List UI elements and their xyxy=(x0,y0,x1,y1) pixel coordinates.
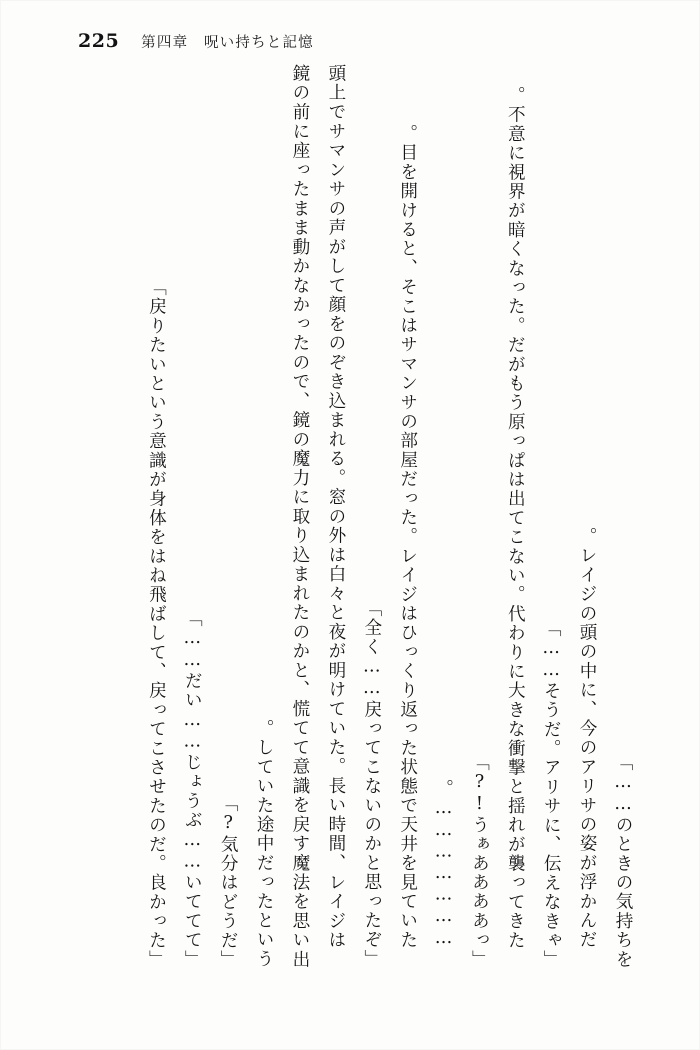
body-text-area xyxy=(60,64,640,984)
paragraph: 「気分はどうだ?」 xyxy=(218,793,239,969)
paragraph: 「全く……戻ってこないのかと思ったぞ」 xyxy=(361,599,382,969)
paragraph: 目を開けると、そこはサマンサの部屋だった。レイジはひっくり返った状態で天井を見ていた。 xyxy=(397,124,418,969)
paragraph: 「戻りたいという意識が身体をはね飛ばして、戻ってこさせたのだ。良かった」 xyxy=(146,277,167,969)
paragraph: のときの気持ちを……」 xyxy=(613,752,633,969)
paragraph: 「だい……じょうぶ……いててて……」 xyxy=(182,608,203,969)
running-header xyxy=(78,30,640,52)
paragraph: レイジの頭の中に、今のアリサの姿が浮かんだ。 xyxy=(577,527,598,969)
paragraph: …………………。 xyxy=(433,779,454,969)
chapter-title: 第四章 呪い持ちと記憶 xyxy=(141,35,314,51)
page-number: 225 xyxy=(78,30,120,52)
vertical-text-block xyxy=(60,64,640,969)
paragraph: 「うぁああああっ!?」 xyxy=(469,752,490,969)
paragraph: 頭上でサマンサの声がして顔をのぞき込まれる。窓の外は白々と夜が明けていた。長い時間、レイジは鏡の前に座ったまま動かなかったので、鏡の魔力に取り込まれたのかと、慌てて意識を戻す魔法を思い出していた途中だったという。 xyxy=(254,64,346,970)
paragraph: 不意に視界が暗くなった。だがもう原っぱは出てこない。代わりに大きな衝撃と揺れが襲ってきた。 xyxy=(505,85,526,969)
paragraph: 「そうだ。アリサに、伝えなきゃ……」 xyxy=(541,618,562,969)
